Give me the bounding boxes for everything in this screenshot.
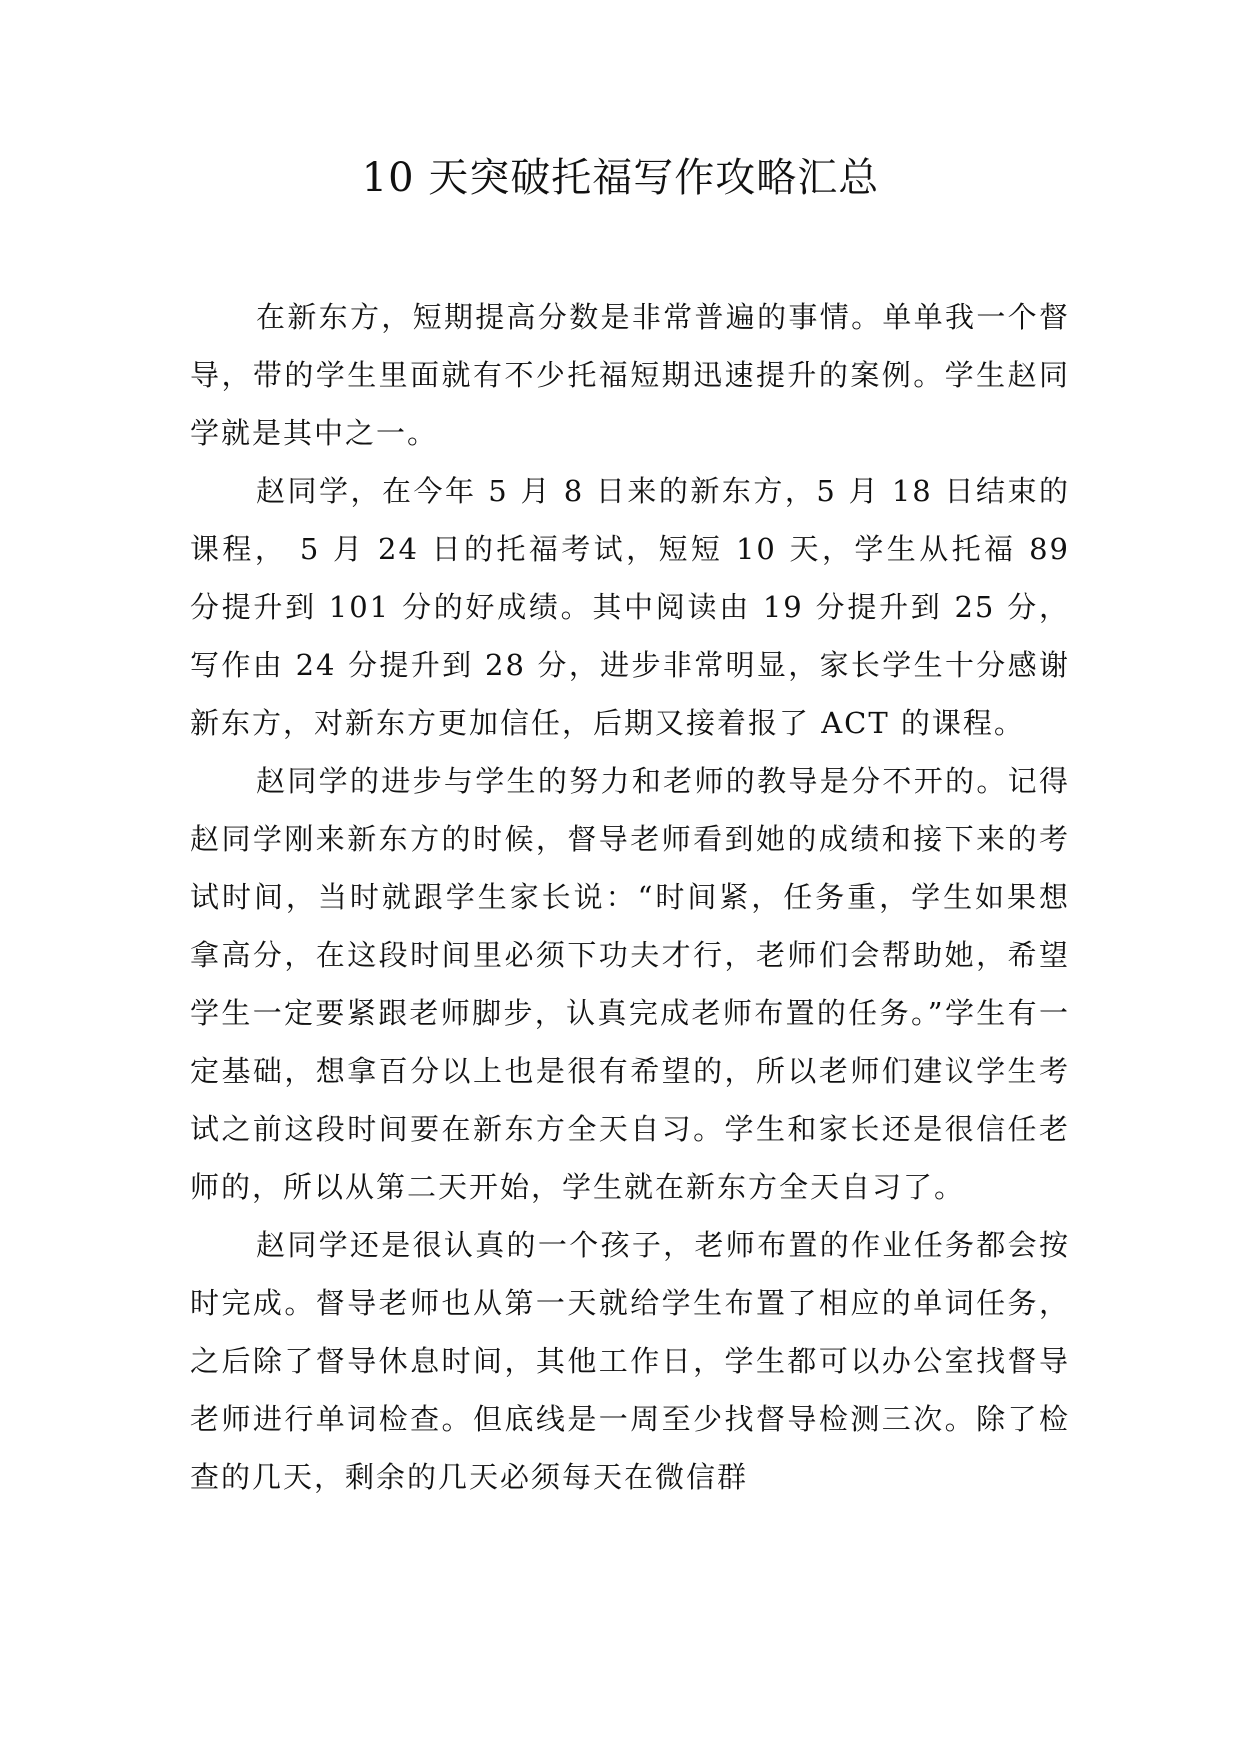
document-body (190, 288, 1070, 1506)
paragraph: 在新东方，短期提高分数是非常普遍的事情。单单我一个督导，带的学生里面就有不少托福短期迅速提升的案例。学生赵同学就是其中之一。 (190, 300, 1070, 450)
document-title: 10 天突破托福写作攻略汇总 (361, 155, 880, 201)
paragraph: 赵同学还是很认真的一个孩子，老师布置的作业任务都会按时完成。督导老师也从第一天就给学生布置了相应的单词任务，之后除了督导休息时间，其他工作日，学生都可以办公室找督导老师进行单词检查。但底线是一周至少找督导检测三次。除了检查的几天，剩余的几天必须每天在微信群 (190, 1228, 1070, 1494)
paragraph: 赵同学的进步与学生的努力和老师的教导是分不开的。记得赵同学刚来新东方的时候，督导老师看到她的成绩和接下来的考试时间，当时就跟学生家长说：“时间紧，任务重，学生如果想拿高分，在这段时间里必须下功夫才行，老师们会帮助她，希望学生一定要紧跟老师脚步，认真完成老师布置的任务。”学生有一定基础，想拿百分以上也是很有希望的，所以老师们建议学生考试之前这段时间要在新东方全天自习。学生和家长还是很信任老师的，所以从第二天开始，学生就在新东方全天自习了。 (190, 764, 1070, 1204)
paragraph: 赵同学，在今年 5 月 8 日来的新东方，5 月 18 日结束的课程， 5 月 24 日的托福考试，短短 10 天，学生从托福 89 分提升到 101 分的好成绩。其中阅读由 19 分提升到 25 分，写作由 24 分提升到 28 分，进步非常明显，家长学生十分感谢新东方，对新东方更加信任，后期又接着报了 ACT 的课程。 (190, 474, 1070, 740)
